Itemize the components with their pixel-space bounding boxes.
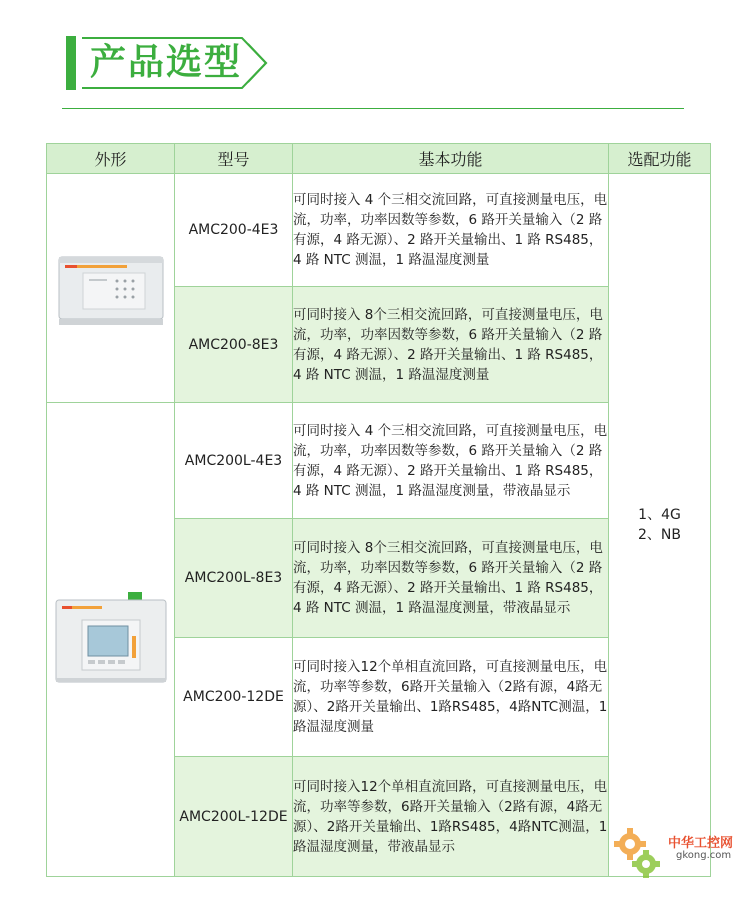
device-image-cell bbox=[47, 403, 175, 877]
lcd-meter-device-image bbox=[52, 592, 170, 688]
watermark-brand: 中华工控网 bbox=[668, 836, 734, 851]
page-title: 产品选型 bbox=[90, 42, 243, 83]
gear-logo-icon bbox=[612, 826, 664, 884]
model-cell: AMC200-12DE bbox=[175, 638, 293, 757]
meter-device-image bbox=[55, 249, 167, 327]
model-cell: AMC200L-8E3 bbox=[175, 519, 293, 638]
watermark bbox=[612, 820, 750, 890]
title-box bbox=[82, 36, 268, 90]
model-cell: AMC200L-4E3 bbox=[175, 403, 293, 519]
watermark-url: gkong.com bbox=[676, 850, 732, 861]
model-cell: AMC200L-12DE bbox=[175, 757, 293, 877]
table-header-row bbox=[47, 144, 711, 174]
model-cell: AMC200-8E3 bbox=[175, 287, 293, 403]
option-4g: 1、4G bbox=[638, 507, 681, 523]
table-row bbox=[47, 174, 711, 287]
option-nb: 2、NB bbox=[638, 527, 681, 543]
function-cell: 可同时接入 4 个三相交流回路，可直接测量电压，电流，功率，功率因数等参数，6 路开关量输入（2 路有源，4 路无源）、2 路开关量输出、1 路 RS485， 4 路 NTC 测温，1 路温湿度测量，带液晶显示 bbox=[293, 403, 609, 519]
function-cell: 可同时接入12个单相直流回路，可直接测量电压，电流，功率等参数，6路开关量输入（2路有源，4路无源）、2路开关量输出、1路RS485，4路NTC测温，1路温湿度测量，带液晶显示 bbox=[293, 757, 609, 877]
product-table bbox=[46, 143, 711, 877]
function-cell: 可同时接入12个单相直流回路，可直接测量电压，电流，功率等参数，6路开关量输入（2路有源，4路无源）、2路开关量输出、1路RS485，4路NTC测温，1路温湿度测量 bbox=[293, 638, 609, 757]
function-cell: 可同时接入 4 个三相交流回路，可直接测量电压，电流，功率，功率因数等参数，6 路开关量输入（2 路有源，4 路无源）、2 路开关量输出、1 路 RS485， 4 路 NTC 测温，1 路温湿度测量 bbox=[293, 174, 609, 287]
header-model: 型号 bbox=[175, 144, 293, 174]
function-cell: 可同时接入 8个三相交流回路，可直接测量电压，电流，功率，功率因数等参数，6 路开关量输入（2 路有源，4 路无源）、2 路开关量输出、1 路 RS485， 4 路 NTC 测温，1 路温湿度测量 bbox=[293, 287, 609, 403]
device-image-cell bbox=[47, 174, 175, 403]
header-optional-function: 选配功能 bbox=[609, 144, 711, 174]
header-appearance: 外形 bbox=[47, 144, 175, 174]
title-divider bbox=[62, 108, 684, 109]
function-cell: 可同时接入 8个三相交流回路，可直接测量电压，电流，功率，功率因数等参数，6 路开关量输入（2 路有源，4 路无源）、2 路开关量输出、1 路 RS485， 4 路 NTC 测温，1 路温湿度测量，带液晶显示 bbox=[293, 519, 609, 638]
optional-function-cell bbox=[609, 174, 711, 877]
model-cell: AMC200-4E3 bbox=[175, 174, 293, 287]
title-accent-bar bbox=[66, 36, 76, 90]
header-basic-function: 基本功能 bbox=[293, 144, 609, 174]
